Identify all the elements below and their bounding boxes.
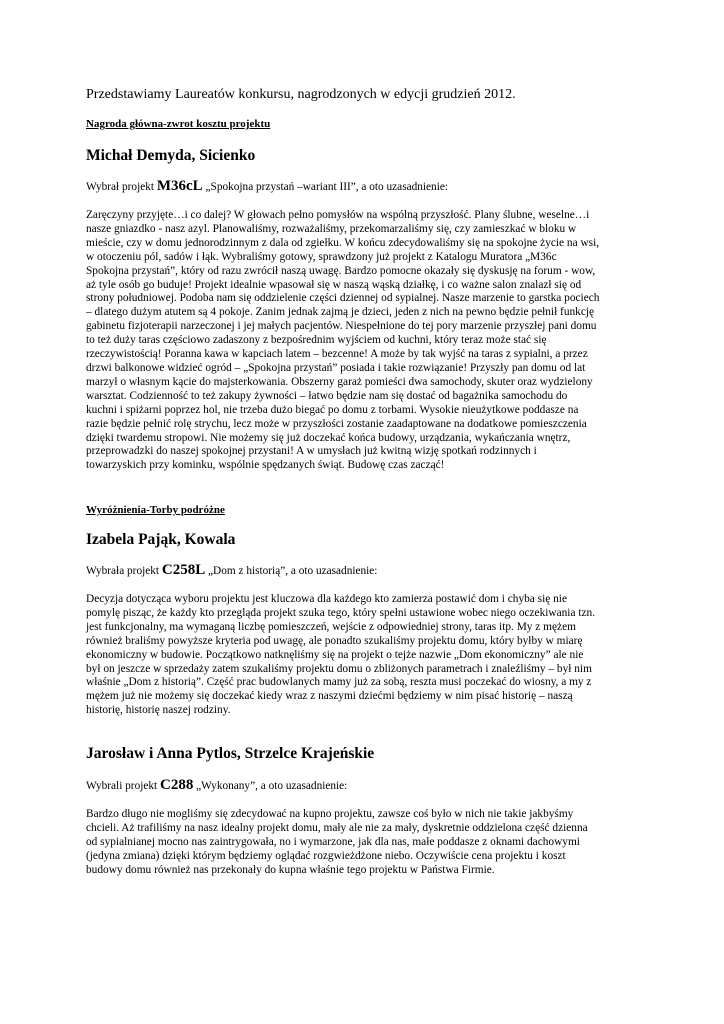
choice-prefix: Wybrali projekt bbox=[86, 780, 158, 792]
paragraph-line: ekonomiczny w budowie. Początkowo natknęliśmy się na projekt o tejże nazwie „Dom ekonomiczny” ale nie bbox=[86, 648, 584, 661]
paragraph-line: również braliśmy powyższe kryteria pod uwagę, ale ponadto szukaliśmy projektu domu, który byłby w miarę bbox=[86, 634, 583, 647]
paragraph-line: strony południowej. Podoba nam się oddzielenie części dziennej od sypialnej. Nasze marzenie to garstka pociech bbox=[86, 292, 600, 305]
paragraph-line: Zaręczyny przyjęte…i co dalej? W głowach pełno pomysłów na wspólną przyszłość. Plany ślubne, weselne…i bbox=[86, 209, 590, 221]
project-code: M36cL bbox=[156, 178, 203, 194]
justification-paragraph bbox=[86, 593, 646, 718]
paragraph-line: mężem już nie możemy się doczekać kiedy wraz z naszymi dziećmi będziemy w nim pisać historię – naszą bbox=[86, 690, 573, 703]
paragraph-line: właśnie „Dom z historią”. Część prac budowlanych mamy już za sobą, reszta musi poczekać do wiosny, a my z bbox=[86, 676, 592, 689]
paragraph-line: Bardzo długo nie mogliśmy się zdecydować na kupno projektu, zawsze coś było w nich nie takie jakbyśmy bbox=[86, 808, 574, 820]
paragraph-line: gabinetu fizjoterapii narzeczonej i jej małych pacjentów. Niespełnione do tej pory marzenie przyszłej pani domu bbox=[86, 320, 597, 333]
justification-paragraph bbox=[86, 808, 646, 878]
paragraph-line: warsztat. Codzienność to też zakupy żywności – łatwo będzie nam się dostać od bagażnika samochodu do bbox=[86, 389, 568, 402]
choice-suffix: „Spokojna przystań –wariant III”, a oto uzasadnienie: bbox=[205, 181, 448, 193]
paragraph-line: nasze gniazdko - nasz azyl. Planowaliśmy, rozważaliśmy, przekomarzaliśmy się, czy zamieszkać w bloku w bbox=[86, 222, 577, 235]
paragraph-line: marzył o własnym kącie do majsterkowania. Obszerny garaż pomieści dwa samochody, skuter oraz wydzielony bbox=[86, 375, 593, 388]
paragraph-line: Spokojna przystań”, który od razu zwrócił naszą uwagę. Bardzo pomocne okazały się dyskusję na forum - wow, bbox=[86, 264, 596, 277]
project-code: C258L bbox=[161, 562, 206, 578]
paragraph-line: dzięki twardemu stropowi. Nie możemy się już doczekać końca budowy, urządzania, wykańczania wnętrz, bbox=[86, 431, 571, 444]
paragraph-line: (jedyna zmiana) dzięki którym będziemy oglądać rozgwieżdżone niebo. Oczywiście cena projektu i koszt bbox=[86, 849, 566, 862]
paragraph-line: w otoczeniu pól, sadów i łąk. Wybraliśmy gotowy, sprawdzony już projekt z Katalogu Muratora „M36c bbox=[86, 250, 557, 263]
paragraph-line: jest funkcjonalny, ma wymaganą liczbę pomieszczeń, wejście z odpowiedniej strony, taras itp. My z mężem bbox=[86, 620, 576, 633]
intro-heading: Przedstawiamy Laureatów konkursu, nagrodzonych w edycji grudzień 2012. bbox=[86, 87, 516, 102]
choice-suffix: „Dom z historią”, a oto uzasadnienie: bbox=[208, 565, 378, 577]
section-heading-distinctions: Wyróżnienia-Torby podróżne bbox=[86, 504, 225, 516]
paragraph-line: rzeczywistością! Poranna kawa w kapciach latem – bezcenne! A może by tak wyjść na taras z sypialni, a przez bbox=[86, 348, 588, 361]
paragraph-line: – dlatego dużym atutem są 4 pokoje. Zanim jednak zajmą je dzieci, jeden z nich na pewno będzie pełnił funkcję bbox=[86, 306, 595, 319]
laureate-name: Jarosław i Anna Pytlos, Strzelce Krajeńskie bbox=[86, 745, 375, 762]
paragraph-line: budowy domu również nas przekonały do kupna właśnie tego projektu w Państwa Firmie. bbox=[86, 863, 495, 876]
project-choice-line bbox=[86, 561, 646, 580]
project-choice-line bbox=[86, 177, 646, 196]
project-choice-line bbox=[86, 776, 646, 795]
laureate-name: Michał Demyda, Sicienko bbox=[86, 147, 256, 164]
paragraph-line: od sypialnianej mocno nas zaintrygowała, no i wymarzone, jak dla nas, małe poddasze z oknami dachowymi bbox=[86, 835, 580, 848]
paragraph-line: pomylę pisząc, że każdy kto przegląda projekt szuka tego, który spełni ustawione wobec niego oczekiwania tzn. bbox=[86, 606, 596, 619]
paragraph-line: Decyzja dotycząca wyboru projektu jest kluczowa dla każdego kto zamierza postawić dom i chyba się nie bbox=[86, 593, 567, 605]
paragraph-line: przeprowadzki do naszej spokojnej przystani! A w umysłach już kwitną wizję spotkań rodzinnych i bbox=[86, 445, 537, 458]
paragraph-line: to też duży taras częściowo zadaszony z bezpośrednim wyjściem od kuchni, który teraz może stać się bbox=[86, 334, 547, 347]
laureate-name: Izabela Pająk, Kowala bbox=[86, 531, 236, 548]
choice-suffix: „Wykonany”, a oto uzasadnienie: bbox=[196, 780, 348, 792]
paragraph-line: razie będzie pełnić rolę strychu, lecz może w przyszłości zostanie zaadaptowane na dodatkowe pomieszczenia bbox=[86, 417, 587, 430]
paragraph-line: towarzyskich przy kominku, wspólnie spędzanych świąt. Budowę czas zacząć! bbox=[86, 459, 445, 472]
paragraph-line: historię, historię naszej rodziny. bbox=[86, 704, 231, 717]
paragraph-line: był on jeszcze w sprzedaży zatem szukaliśmy projektu domu o zbliżonych parametrach i znaleźliśmy – był nim bbox=[86, 662, 592, 675]
choice-prefix: Wybrał projekt bbox=[86, 181, 155, 193]
justification-paragraph bbox=[86, 209, 646, 473]
project-code: C288 bbox=[160, 777, 194, 793]
choice-prefix: Wybrała projekt bbox=[86, 565, 160, 577]
section-heading-main-prize: Nagroda główna-zwrot kosztu projektu bbox=[86, 118, 271, 130]
paragraph-line: kuchni i spiżarni poprzez hol, nie trzeba dużo biegać po domu z torbami. Wysokie nieużytkowe poddasze na bbox=[86, 403, 579, 416]
paragraph-line: mieście, czy w domu jednorodzinnym z dala od zgiełku. W końcu zdecydowaliśmy się na spokojne życie na wsi, bbox=[86, 236, 600, 249]
paragraph-line: drzwi balkonowe widzieć ogród – „Spokojna przystań” posiada i takie rozwiązanie! Przyszły pan domu od lat bbox=[86, 361, 586, 374]
paragraph-line: chcieli. Aż trafiliśmy na nasz idealny projekt domu, mały ale nie za mały, dyskretnie oddzielona część dzienna bbox=[86, 821, 588, 834]
paragraph-line: aż tyle osób go buduje! Projekt idealnie wpasował się w naszą wąską działkę, i co ważne salon znalazł się od bbox=[86, 278, 582, 291]
